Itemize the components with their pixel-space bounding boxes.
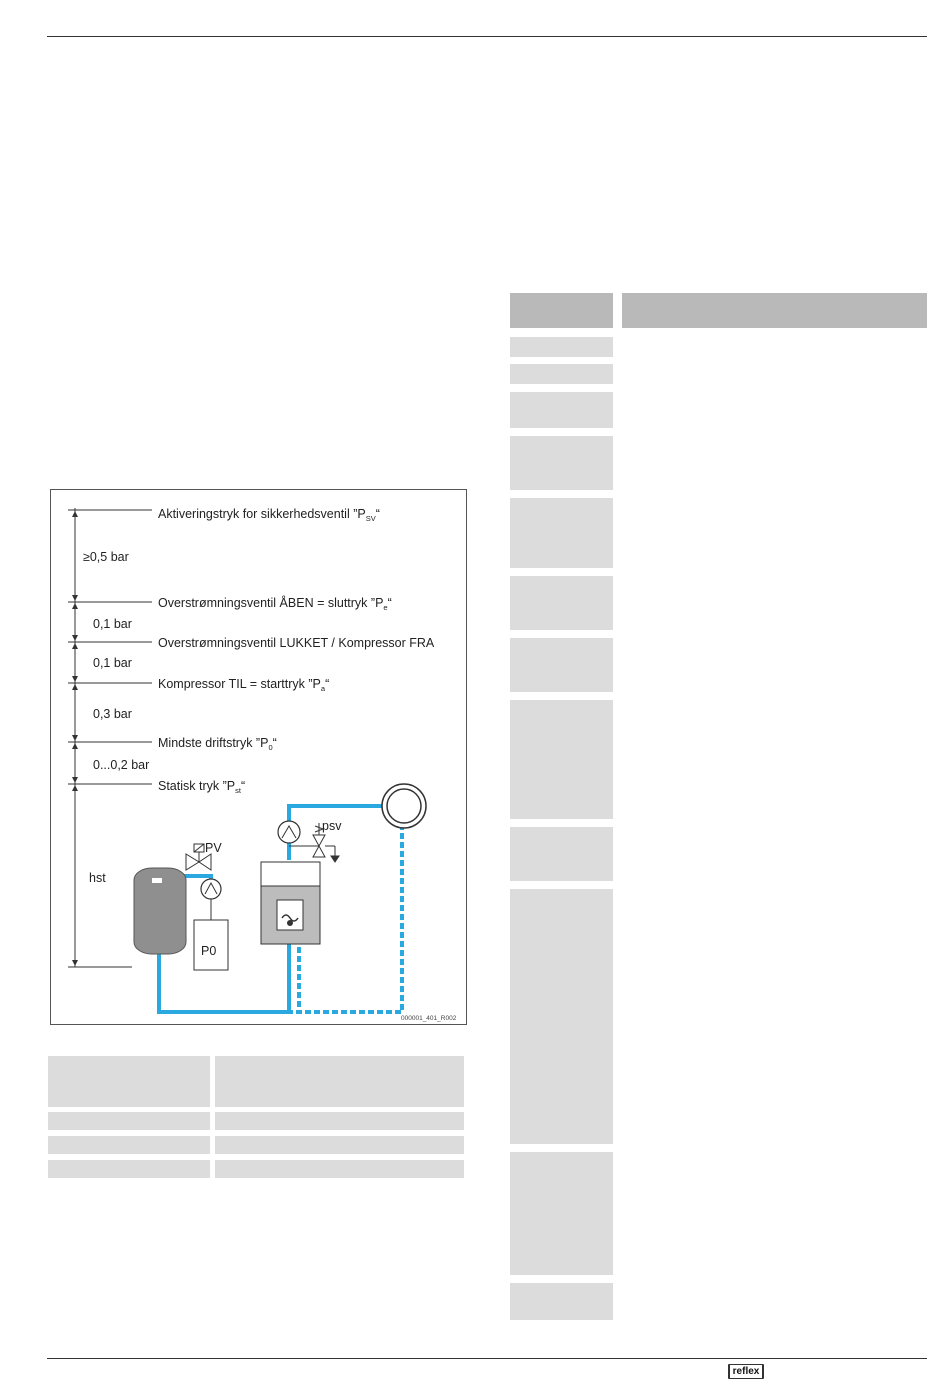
right-table-cell bbox=[510, 498, 613, 568]
label-static-pressure: Statisk tryk $”P_{st}“$ bbox=[158, 779, 246, 795]
left-table-cell bbox=[48, 1160, 210, 1178]
footer-rule bbox=[47, 1358, 927, 1359]
right-table-cell bbox=[510, 364, 613, 384]
pressure-diagram-svg bbox=[51, 490, 468, 1026]
figure-code: 000001_401_R002 bbox=[401, 1015, 457, 1022]
right-table-cell bbox=[510, 1152, 613, 1275]
header-rule bbox=[47, 36, 927, 37]
right-table-cell bbox=[510, 827, 613, 881]
label-diff-05: ≥0,5 bar bbox=[83, 550, 129, 564]
vessel-label-plate bbox=[152, 878, 162, 883]
left-table-header-cell-2 bbox=[215, 1056, 464, 1107]
right-table-cell bbox=[510, 638, 613, 692]
label-activation-pressure: Aktiveringstryk for sikkerhedsventil $”P_{SV}“$ bbox=[158, 507, 380, 523]
label-psv: psv bbox=[322, 819, 342, 833]
right-table-cell bbox=[510, 436, 613, 490]
left-table-header-cell-1 bbox=[48, 1056, 210, 1107]
left-table-cell bbox=[215, 1136, 464, 1154]
left-table-cell bbox=[215, 1112, 464, 1130]
label-compressor-on: Kompressor TIL = starttryk $”P_a“$ bbox=[158, 677, 330, 693]
label-diff-002: 0...0,2 bar bbox=[93, 758, 150, 772]
reflex-logo bbox=[728, 1364, 764, 1379]
right-table-header-cell-2 bbox=[622, 293, 927, 328]
right-table-cell bbox=[510, 700, 613, 819]
right-table-cell bbox=[510, 1283, 613, 1320]
label-min-operating-pressure: Mindste driftstryk $”P_0“$ bbox=[158, 736, 277, 752]
right-table-header-cell-1 bbox=[510, 293, 613, 328]
pressure-diagram bbox=[50, 489, 467, 1025]
label-pv: PV bbox=[205, 841, 222, 855]
right-table-cell bbox=[510, 576, 613, 630]
reflex-logo-text: reflex bbox=[730, 1365, 762, 1378]
consumer-circle-icon bbox=[382, 784, 426, 828]
label-diff-01-a: 0,1 bar bbox=[93, 617, 132, 631]
label-diff-01-b: 0,1 bar bbox=[93, 656, 132, 670]
right-table-cell bbox=[510, 392, 613, 428]
label-diff-03: 0,3 bar bbox=[93, 707, 132, 721]
right-table-cell bbox=[510, 337, 613, 357]
right-table-cell bbox=[510, 889, 613, 1144]
label-overflow-open: Overstrømningsventil ÅBEN = sluttryk $”P_e“$ bbox=[158, 596, 392, 612]
left-table-cell bbox=[48, 1112, 210, 1130]
label-p0: P0 bbox=[201, 944, 217, 958]
pump-icon bbox=[278, 821, 300, 843]
left-table-cell bbox=[215, 1160, 464, 1178]
label-overflow-closed: Overstrømningsventil LUKKET / Kompressor FRA bbox=[158, 636, 435, 650]
label-hst: hst bbox=[89, 871, 106, 885]
left-table-cell bbox=[48, 1136, 210, 1154]
